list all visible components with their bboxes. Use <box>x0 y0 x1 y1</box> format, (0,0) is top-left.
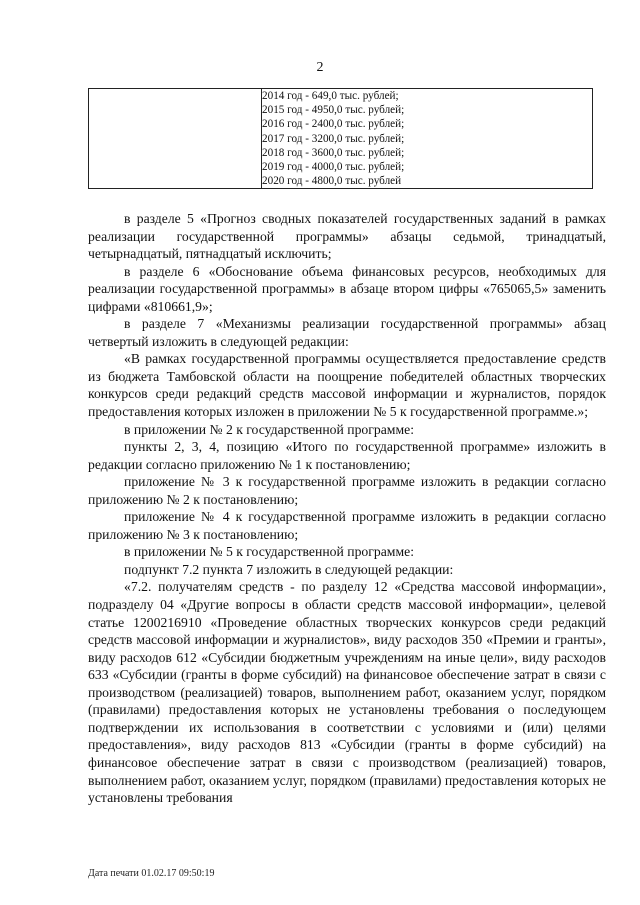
year-line: 2017 год - 3200,0 тыс. рублей; <box>262 132 405 145</box>
paragraph: «7.2. получателям средств - по разделу 12 «Средства массовой информации», подразделу 04 «Другие вопросы в области средств массовой информации», целевой статье 1200216910 «Проведение областных творческих конкурсов среди редакций средств массовой информации и журналистов», виду расходов 350 «Премии и гранты», виду расходов 612 «Субсидии бюджетным учреждениям на иные цели», виду расходов 633 «Субсидии (гранты в форме субсидий) на финансовое обеспечение затрат в связи с производством (реализацией) товаров, выполнением работ, оказанием услуг, порядком (правилами) предоставления которых не установлены требования о последующем подтверждении их использования в соответствии с условиями и (или) целями предоставления», виду расходов 813 «Субсидии (гранты в форме субсидий) на финансовое обеспечение затрат в связи с производством (реализацией) товаров, выполнением работ, оказанием услуг, порядком (правилами) предоставления которых не установлены требования <box>88 579 606 806</box>
paragraph: в разделе 5 «Прогноз сводных показателей государственных заданий в рамках реализации государственной программы» абзацы седьмой, тринадцатый, четырнадцатый, пятнадцатый исключить; <box>88 211 606 262</box>
table-row <box>89 89 593 189</box>
paragraph: в разделе 7 «Механизмы реализации государственной программы» абзац четвертый изложить в следующей редакции: <box>88 316 606 349</box>
year-line: 2016 год - 2400,0 тыс. рублей; <box>262 118 405 131</box>
paragraph: в приложении № 5 к государственной программе: <box>124 544 414 560</box>
year-line: 2015 год - 4950,0 тыс. рублей; <box>262 104 405 117</box>
print-date: Дата печати 01.02.17 09:50:19 <box>88 868 215 879</box>
funding-table <box>88 88 593 189</box>
year-line: 2014 год - 649,0 тыс. рублей; <box>262 90 399 102</box>
paragraph: приложение № 3 к государственной программе изложить в редакции согласно приложению № 2 к постановлению; <box>88 474 606 507</box>
paragraph: пункты 2, 3, 4, позицию «Итого по государственной программе» изложить в редакции согласно приложению № 1 к постановлению; <box>88 439 606 472</box>
paragraph: в разделе 6 «Обоснование объема финансовых ресурсов, необходимых для реализации государственной программы» в абзаце втором цифры «765065,5» заменить цифрами «810661,9»; <box>88 263 606 314</box>
paragraph: подпункт 7.2 пункта 7 изложить в следующей редакции: <box>124 561 454 577</box>
page-number: 2 <box>316 60 324 75</box>
year-line: 2020 год - 4800,0 тыс. рублей <box>262 175 402 188</box>
table-cell-years <box>262 89 593 189</box>
document-body <box>88 210 606 807</box>
paragraph: приложение № 4 к государственной программе изложить в редакции согласно приложению № 3 к постановлению; <box>88 509 606 542</box>
paragraph: «В рамках государственной программы осуществляется предоставление средств из бюджета Тамбовской области на поощрение победителей областных творческих конкурсов среди редакций средств массовой информации и журналистов, порядок предоставления которых изложен в приложении № 5 к государственной программе.»; <box>88 351 606 420</box>
year-line: 2019 год - 4000,0 тыс. рублей; <box>262 161 405 174</box>
table-cell-empty <box>89 89 262 189</box>
paragraph: в приложении № 2 к государственной программе: <box>124 421 414 437</box>
year-line: 2018 год - 3600,0 тыс. рублей; <box>262 146 405 159</box>
